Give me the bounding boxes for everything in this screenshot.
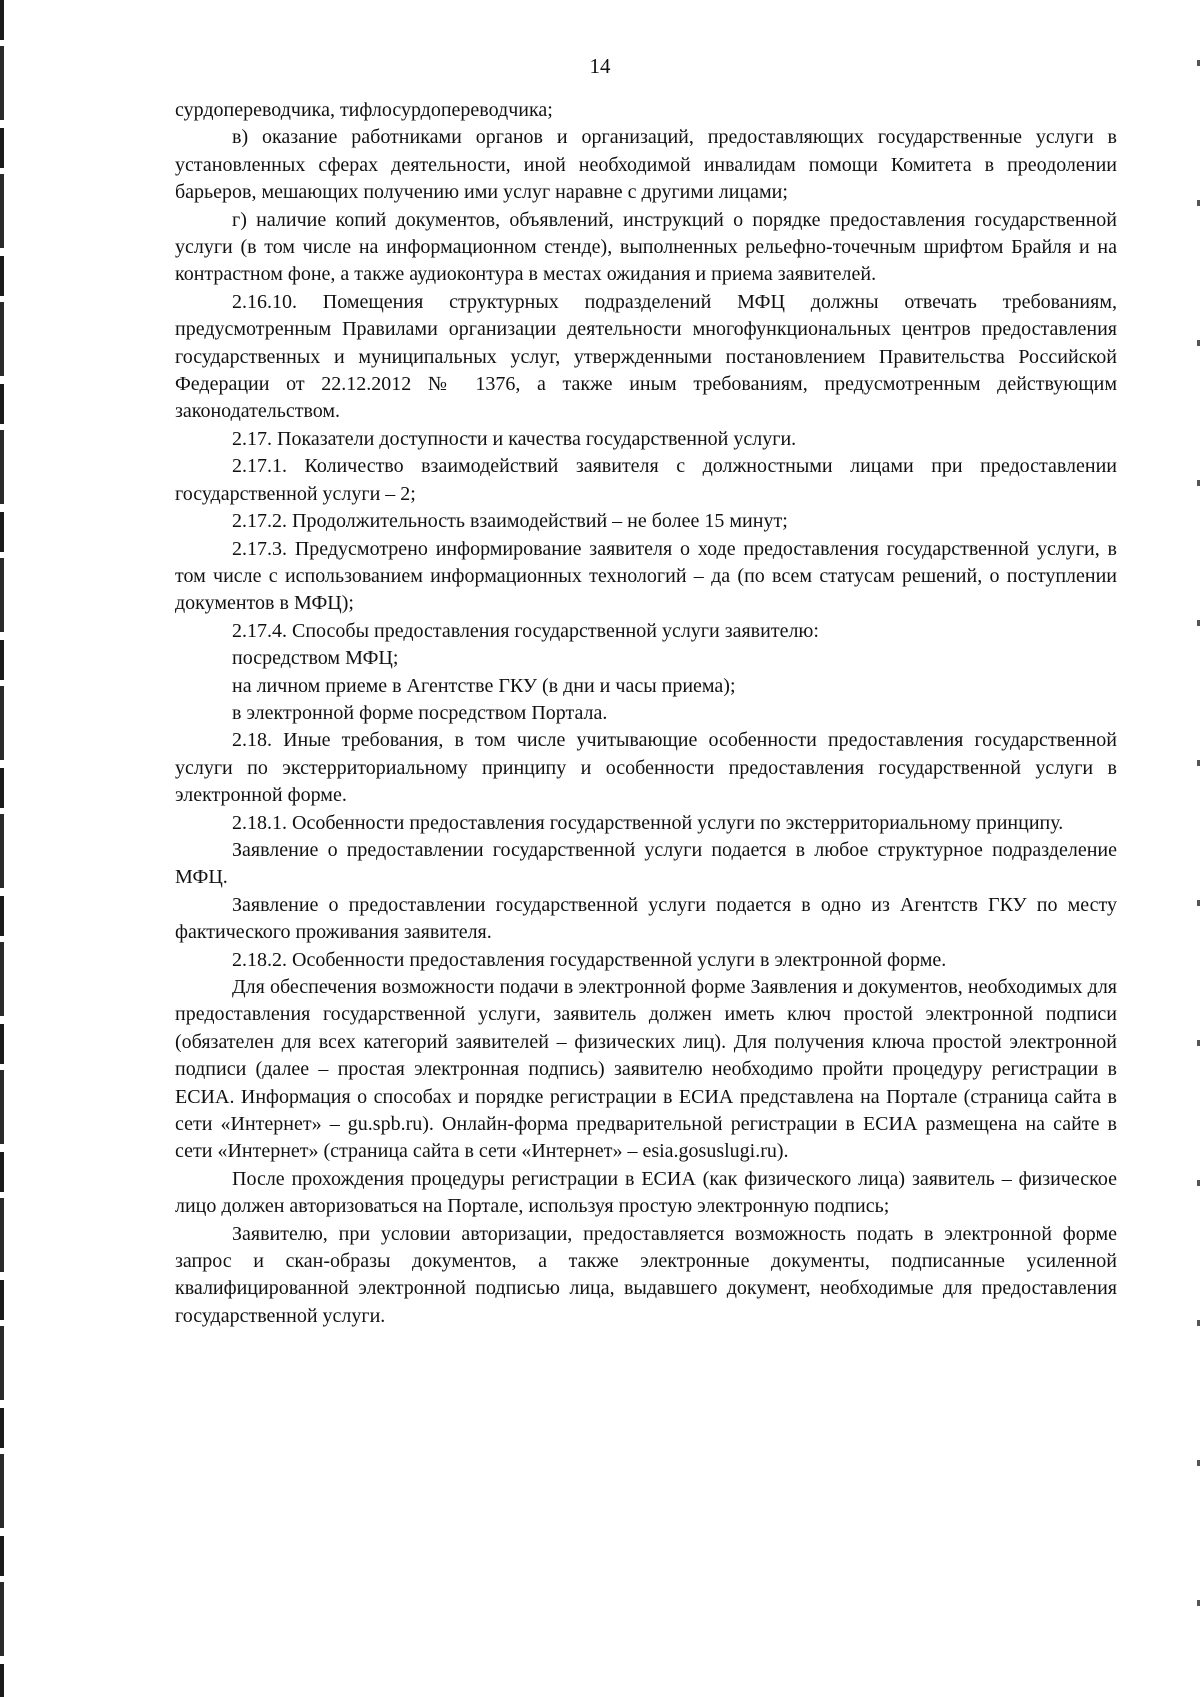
paragraph: Заявление о предоставлении государственной услуги подается в одно из Агентств ГКУ по месту фактического проживания заявителя. — [175, 893, 1117, 944]
paragraph: 2.17. Показатели доступности и качества государственной услуги. — [232, 427, 797, 450]
paragraph: Заявление о предоставлении государственной услуги подается в любое структурное подразделение МФЦ. — [175, 838, 1117, 889]
page-number: 14 — [589, 54, 611, 78]
paragraph: Для обеспечения возможности подачи в электронной форме Заявления и документов, необходимых для предоставления государственной услуги, заявитель должен иметь ключ простой электронной подписи (обязателен для всех категорий заявителей – физических лиц). Для получения ключа простой электронной подписи (далее – простая электронная подпись) заявителю необходимо пройти процедуру регистрации в ЕСИА. Информация о способах и порядке регистрации в ЕСИА представлена на Портале (страница сайта в сети «Интернет» – gu.spb.ru). Онлайн-форма предварительной регистрации в ЕСИА размещена на сайте в сети «Интернет» (страница сайта в сети «Интернет» – esia.gosuslugi.ru). — [175, 976, 1117, 1163]
paragraph: 2.18.2. Особенности предоставления государственной услуги в электронной форме. — [232, 948, 947, 971]
paragraph: 2.18. Иные требования, в том числе учитывающие особенности предоставления государственной услуги по экстерриториальному принципу и особенности предоставления государственной услуги в электронной форме. — [175, 729, 1117, 807]
paragraph: посредством МФЦ; — [232, 647, 399, 670]
paragraph: в) оказание работниками органов и организаций, предоставляющих государственные услуги в установленных сферах деятельности, иной необходимой инвалидам помощи Комитета в преодолении барьеров, мешающих получению ими услуг наравне с другими лицами; — [175, 126, 1117, 204]
paragraph: После прохождения процедуры регистрации в ЕСИА (как физического лица) заявитель – физическое лицо должен авторизоваться на Портале, используя простую электронную подпись; — [175, 1167, 1117, 1218]
paragraph: сурдопереводчика, тифлосурдопереводчика; — [175, 99, 553, 121]
paragraph: 2.16.10. Помещения структурных подразделений МФЦ должны отвечать требованиям, предусмотренным Правилами организации деятельности многофункциональных центров предоставления государственных и муниципальных услуг, утвержденными постановлением Правительства Российской Федерации от 22.12.2012 № 1376, а также иным требованиям, предусмотренным действующим законодательством. — [175, 290, 1117, 423]
paragraph: 2.17.2. Продолжительность взаимодействий – не более 15 минут; — [232, 510, 788, 533]
paragraph: 2.18.1. Особенности предоставления государственной услуги по экстерриториальному принципу. — [232, 811, 1064, 834]
paragraph: 2.17.4. Способы предоставления государственной услуги заявителю: — [232, 619, 819, 642]
paragraph: Заявителю, при условии авторизации, предоставляется возможность подать в электронной форме запрос и скан-образы документов, а также электронные документы, подписанные усиленной квалифицированной электронной подписью лица, выдавшего документ, необходимые для предоставления государственной услуги. — [175, 1222, 1117, 1327]
document-body — [175, 97, 1117, 1330]
paragraph: на личном приеме в Агентстве ГКУ (в дни и часы приема); — [232, 674, 736, 697]
scan-left-edge — [0, 0, 4, 1697]
paragraph: г) наличие копий документов, объявлений, инструкций о порядке предоставления государственной услуги (в том числе на информационном стенде), выполненных рельефно-точечным шрифтом Брайля и на контрастном фоне, а также аудиоконтура в местах ожидания и приема заявителей. — [175, 208, 1117, 286]
paragraph: 2.17.3. Предусмотрено информирование заявителя о ходе предоставления государственной услуги, в том числе с использованием информационных технологий – да (по всем статусам решений, о поступлении документов в МФЦ); — [175, 537, 1117, 615]
paragraph: в электронной форме посредством Портала. — [232, 701, 608, 724]
paragraph: 2.17.1. Количество взаимодействий заявителя с должностными лицами при предоставлении государственной услуги – 2; — [175, 455, 1117, 505]
